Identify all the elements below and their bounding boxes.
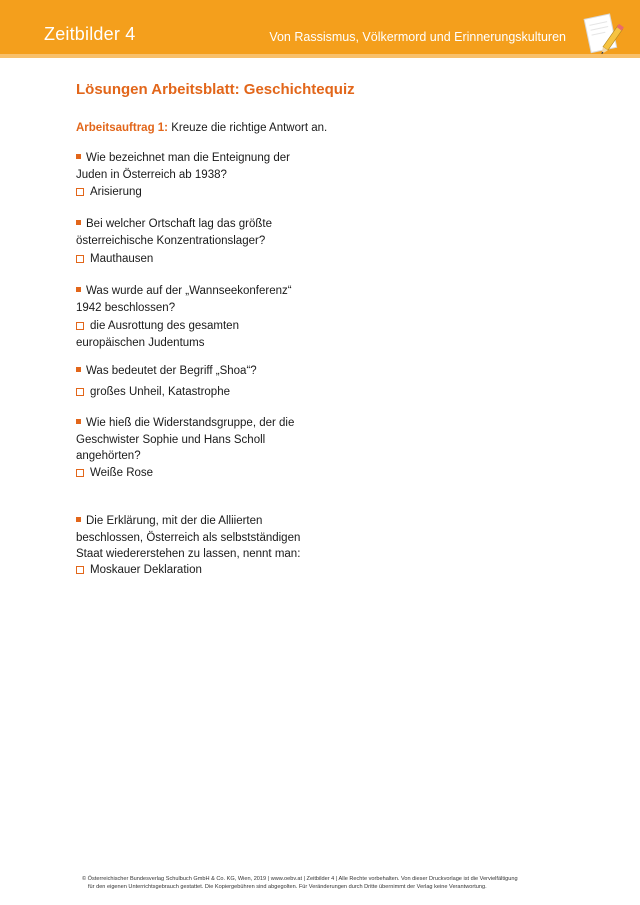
- bullet-icon: [76, 154, 81, 159]
- header-subtitle: Von Rassismus, Völkermord und Erinnerungskulturen: [269, 30, 566, 44]
- answer-text: Mauthausen: [90, 253, 154, 265]
- footer-line-1: © Österreichischer Bundesverlag Schulbuch GmbH & Co. KG, Wien, 2019 | www.oebv.at | Zeitbilder 4 | Alle Rechte vorbehalten. Von dieser Druckvorlage ist die Vervielfältigung: [82, 876, 518, 882]
- answer-2: [76, 251, 316, 268]
- paper-pencil-icon: [574, 8, 630, 64]
- question-4: [76, 363, 316, 380]
- checkbox-icon[interactable]: [76, 566, 84, 574]
- bullet-icon: [76, 367, 81, 372]
- question-text: Was wurde auf der „Wannseekonferenz“ 1942 beschlossen?: [76, 285, 292, 314]
- question-3: [76, 283, 316, 316]
- task-label: Arbeitsauftrag 1:: [76, 122, 169, 134]
- answer-1: [76, 184, 316, 201]
- answer-text: großes Unheil, Katastrophe: [90, 386, 230, 398]
- checkbox-icon[interactable]: [76, 322, 84, 330]
- answer-text: die Ausrottung des gesamten europäischen Judentums: [76, 320, 239, 349]
- bullet-icon: [76, 287, 81, 292]
- answer-3: [76, 318, 266, 351]
- bullet-icon: [76, 220, 81, 225]
- bullet-icon: [76, 419, 81, 424]
- question-text: Wie bezeichnet man die Enteignung der Juden in Österreich ab 1938?: [76, 152, 290, 181]
- checkbox-icon[interactable]: [76, 188, 84, 196]
- task-text: Kreuze die richtige Antwort an.: [168, 122, 328, 134]
- question-6: [76, 513, 316, 563]
- question-5: [76, 415, 316, 465]
- answer-text: Weiße Rose: [90, 467, 154, 479]
- copyright-footer: [82, 875, 572, 891]
- answer-text: Arisierung: [90, 186, 142, 198]
- answer-6: [76, 562, 316, 579]
- question-text: Was bedeutet der Begriff „Shoa“?: [86, 365, 257, 377]
- brand-title: Zeitbilder 4: [44, 24, 136, 44]
- question-2: [76, 216, 316, 249]
- page-title: Lösungen Arbeitsblatt: Geschichtequiz: [76, 81, 355, 98]
- answer-text: Moskauer Deklaration: [90, 564, 202, 576]
- footer-line-2: für den eigenen Unterrichtsgebrauch gestattet. Die Kopiergebühren sind abgegolten. Für Veränderungen durch Dritte übernimmt der Verlag keine Verantwortung.: [88, 884, 487, 890]
- checkbox-icon[interactable]: [76, 255, 84, 263]
- checkbox-icon[interactable]: [76, 469, 84, 477]
- question-text: Bei welcher Ortschaft lag das größte österreichische Konzentrationslager?: [76, 218, 272, 247]
- bullet-icon: [76, 517, 81, 522]
- answer-5: [76, 465, 316, 482]
- question-1: [76, 150, 316, 183]
- answer-4: [76, 384, 316, 401]
- question-text: Die Erklärung, mit der die Alliierten beschlossen, Österreich als selbstständigen Staat wiedererstehen zu lassen, nennt man:: [76, 515, 301, 560]
- header-bar: [0, 0, 640, 58]
- checkbox-icon[interactable]: [76, 388, 84, 396]
- task-instruction: [76, 122, 327, 134]
- question-text: Wie hieß die Widerstandsgruppe, der die Geschwister Sophie und Hans Scholl angehörten?: [76, 417, 295, 462]
